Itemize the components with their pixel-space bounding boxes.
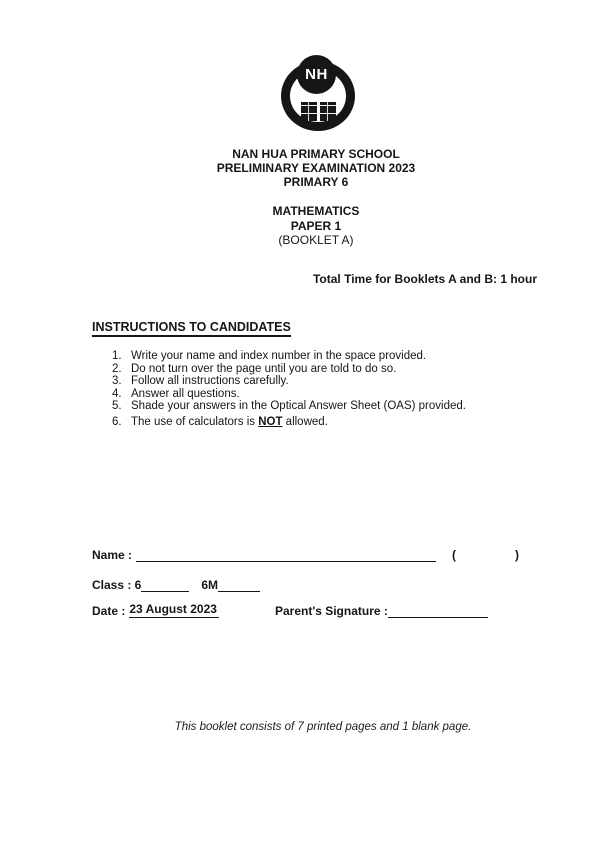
exam-header [16,147,600,189]
instruction-text-prefix: The use of calculators is [131,415,259,428]
instruction-text [131,416,542,429]
instruction-text: Do not turn over the page until you are told to do so. [131,362,397,375]
instruction-text: Shade your answers in the Optical Answer Sheet (OAS) provided. [131,400,466,413]
index-paren-open: ( [452,548,456,562]
instruction-text-suffix: allowed. [282,415,328,428]
instruction-item [92,363,542,376]
signature-group [275,603,488,618]
instructions-heading: INSTRUCTIONS TO CANDIDATES [92,320,291,337]
name-blank-line [136,549,436,562]
instruction-number: 3. [112,375,122,388]
instruction-number: 4. [112,387,122,400]
class-blank-line [141,579,189,592]
signature-label: Parent's Signature : [275,604,388,618]
name-label: Name : [92,548,133,562]
class-stream-blank-line [218,579,260,592]
instruction-item [92,350,542,363]
total-time-note: Total Time for Booklets A and B: 1 hour [312,272,537,286]
instruction-number: 2. [112,362,122,375]
logo-chinese-glyph [301,102,317,121]
index-paren-close: ) [515,548,519,562]
paper-number: PAPER 1 [290,218,342,233]
instructions-list [92,350,542,429]
instruction-text: Answer all questions. [131,387,240,400]
subject-title: MATHEMATICS [272,204,360,218]
logo-monogram: NH [297,55,336,94]
instruction-item [92,375,542,388]
signature-blank-line [388,605,488,618]
instruction-item [92,400,542,413]
grade-level: PRIMARY 6 [283,175,349,189]
class-stream-label: 6M [201,578,219,592]
instruction-item [92,388,542,401]
instruction-text: Follow all instructions carefully. [131,375,289,388]
instruction-number: 6. [112,415,122,428]
class-label: Class : 6 [92,578,142,592]
instruction-text-emphasis: NOT [258,415,283,428]
class-field-row [92,577,260,592]
school-name: NAN HUA PRIMARY SCHOOL [232,147,400,161]
name-field-row [92,547,532,562]
logo-chinese-glyph [320,102,336,121]
logo-chinese-text [283,102,353,121]
instruction-text: Write your name and index number in the space provided. [131,350,427,362]
date-label: Date : [92,604,126,618]
logo-chinese-label [318,102,319,103]
instruction-number: 1. [112,350,122,362]
page-footer-note: This booklet consists of 7 printed pages and 1 blank page. [174,721,472,733]
instruction-item [92,416,542,429]
instruction-number: 5. [112,400,122,413]
booklet-label: (BOOKLET A) [278,233,354,247]
subject-header [16,204,600,248]
date-signature-row [92,603,532,618]
exam-title: PRELIMINARY EXAMINATION 2023 [216,161,416,175]
date-value: 23 August 2023 [129,602,217,616]
